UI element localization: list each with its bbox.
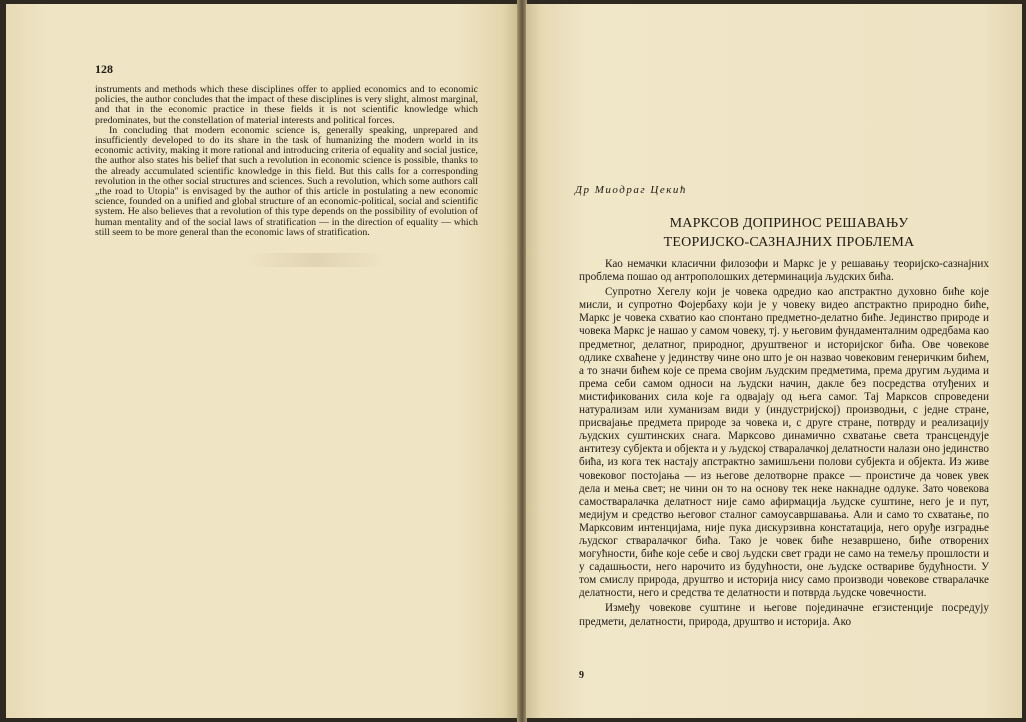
right-page-number: 9 <box>579 670 584 681</box>
right-paragraph: Супротно Хегелу који је човека одредио као апстрактно духовно биће које мисли, и супротно Фојербаху који је у човеку видео апстрактно природно биће, Маркс је човека схватио као спонтано предметно-делатно биће. Јединство природе и човека Маркс је нашао у самом човеку, тј. у његовим фундаменталним одредбама као предметног, делатног, природног, друштвеног и историјског бића. Ове човекове одлике схваћене у јединству чине оно што је он назвао човековим генеричким бићем, а то значи бићем које се према својим људским предметима, према другим људима и према себи самом односи на људски начин, дакле без посредства отуђених и мистификованих сила које га одвајају од њега самог. Тај Марксов спроведени натурализам или хуманизам види у (индустријској) производњи, с једне стране, присвајање предмета природе за човека и, с друге стране, потврду и реализацију људских суштинских снага. Марксово динамично схватање света трансцендује антитезу субјекта и објекта и у људској стваралачкој делатности налази оно јединство бића, из кога тек настају апстрактно замишљени полови субјекта и објекта. Из живе човековог постојања — из његове делотворне праксе — проистиче да човек увек дела и мења свет; не чини он то на основу тек неке накнадне одлуке. Зато човекова самостваралачка делатност није само афирмација људске суштине, него је и пут, медијум и средство његовог сталног самоусавршавања. Али и само то схватање, по Марксовим интенцијама, није пука дискурзивна констатација, него оруђе изградње људског стваралачког бића. Тако је човек биће незавршено, биће отворених могућности, биће које себе и свој људски свет гради не само на темељу прошлости и у садашњости, него нарочито из будућности, оне људске остваривe будућности. У том смислу природа, друштво и историја нису само производи човекове стваралачке делатности, него и средства те делатности и потврда људске човечности. <box>579 286 989 600</box>
left-page-text <box>95 85 478 238</box>
right-page <box>526 4 1022 718</box>
article-title-line: ТЕОРИЈСКО-САЗНАЈНИХ ПРОБЛЕМА <box>663 235 915 250</box>
article-title-line: МАРКСОВ ДОПРИНОС РЕШАВАЊУ <box>669 216 909 231</box>
article-title <box>586 214 992 252</box>
article-author: Др Миодраг Цекић <box>575 184 687 196</box>
left-page <box>6 4 518 718</box>
show-through-mark <box>246 253 386 267</box>
right-paragraph: Као немачки класични филозофи и Маркс је у решавању теоријско-сазнајних проблема пошао од антрополошких детерминација људских бића. <box>579 258 989 284</box>
left-paragraph: instruments and methods which these disciplines offer to applied economics and to economic policies, the author concludes that the impact of these disciplines is very slight, almost marginal, and that in the economic practice in these fields it is not scientific knowledge which predominates, but the constellation of material interests and political forces. <box>95 84 478 126</box>
right-page-text <box>579 258 989 631</box>
right-paragraph: Између човекове суштине и његове појединачне егзистенције посредују предмети, делатности, природа, друштво и историја. Ако <box>579 602 989 628</box>
left-page-number: 128 <box>95 62 113 76</box>
left-paragraph: In concluding that modern economic science is, generally speaking, unprepared and insufficiently developed to do its share in the task of humanizing the modern world in its economic activity, making it more rational and introducing criteria of equality and social justice, the author also states his belief that such a revolution in economic science is possible, thanks to the already accumulated scientific knowledge in this field. But this calls for a corresponding revolution in the other social structures and sciences. Such a revolution, which some authors call „the road to Utopia" is envisaged by the author of this article in postulating a new economic science, founded on a unified and global structure of an economic-political, social and scientific system. He also believes that a revolution of this type depends on the possibility of evolution of human mentality and of the social laws of stratification — in the direction of equality — which still seem to be more general than the economic laws of stratification. <box>95 124 478 238</box>
